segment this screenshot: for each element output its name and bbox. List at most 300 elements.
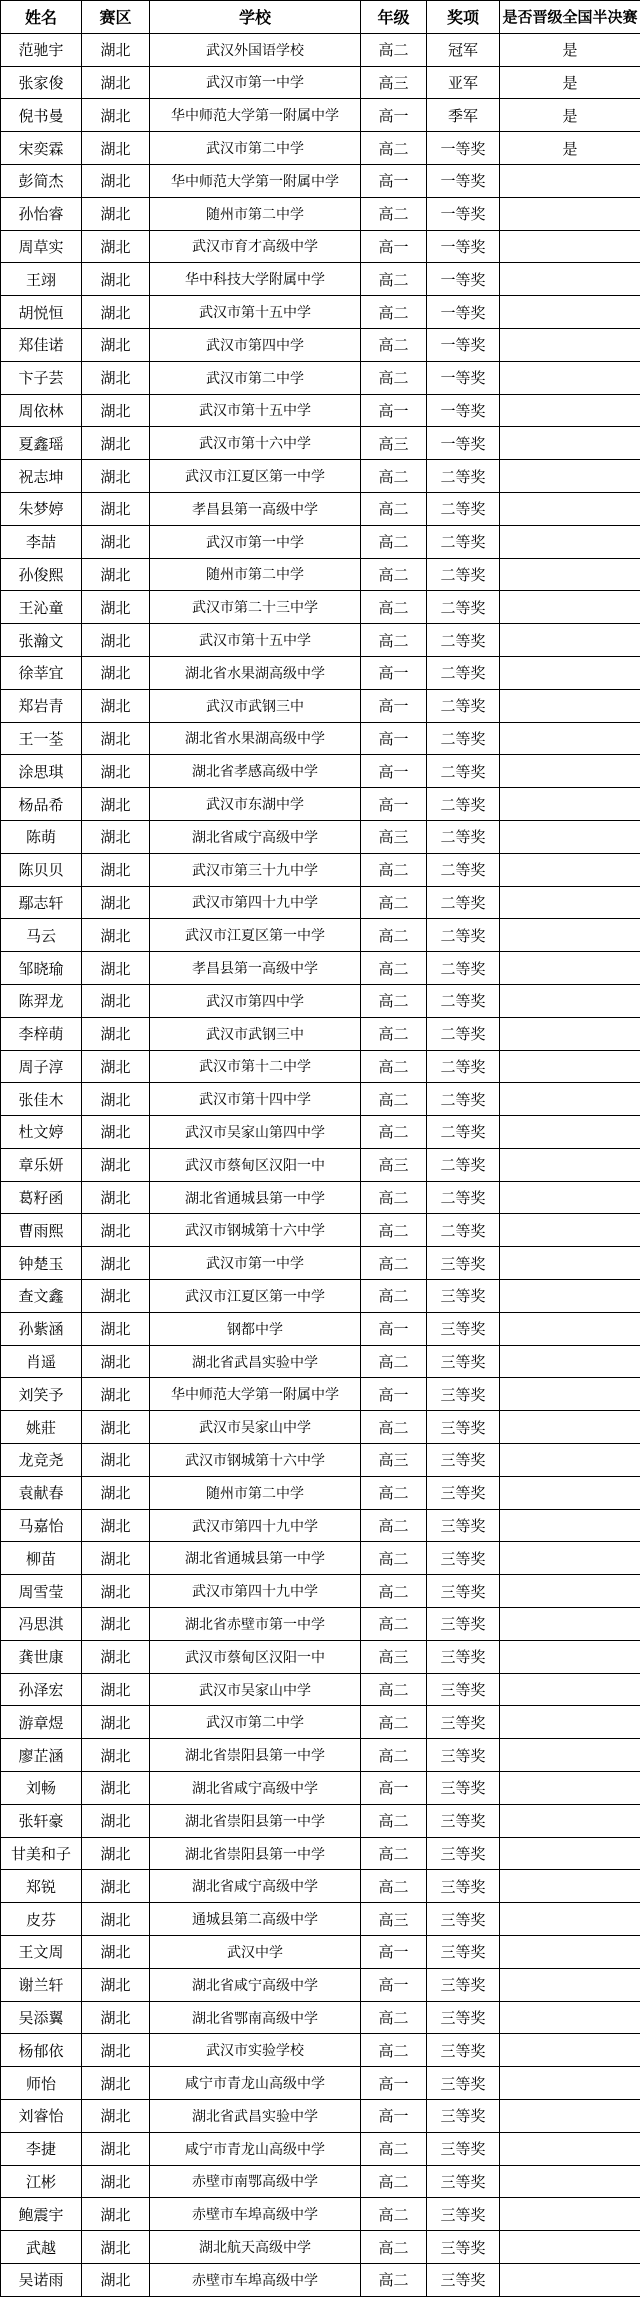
grade-cell: 高二 (361, 1083, 427, 1116)
award-cell: 二等奖 (427, 689, 500, 722)
region-cell: 湖北 (82, 755, 150, 788)
table-row (1, 919, 640, 952)
region-cell: 湖北 (82, 99, 150, 132)
advance-cell (500, 722, 640, 755)
advance-cell (500, 2263, 640, 2296)
region-cell: 湖北 (82, 1411, 150, 1444)
region-cell: 湖北 (82, 558, 150, 591)
grade-cell: 高二 (361, 1050, 427, 1083)
region-cell: 湖北 (82, 2001, 150, 2034)
award-cell: 三等奖 (427, 1345, 500, 1378)
award-cell: 一等奖 (427, 427, 500, 460)
school-cell: 通城县第二高级中学 (150, 1903, 361, 1936)
advance-cell (500, 853, 640, 886)
region-cell: 湖北 (82, 886, 150, 919)
grade-cell: 高一 (361, 1936, 427, 1969)
school-cell: 武汉中学 (150, 1936, 361, 1969)
advance-cell: 是 (500, 99, 640, 132)
grade-cell: 高二 (361, 492, 427, 525)
advance-cell (500, 1968, 640, 2001)
school-cell: 武汉市第十二中学 (150, 1050, 361, 1083)
advance-cell (500, 952, 640, 985)
region-cell: 湖北 (82, 919, 150, 952)
advance-cell (500, 1280, 640, 1313)
region-cell: 湖北 (82, 427, 150, 460)
grade-cell: 高二 (361, 2165, 427, 2198)
region-cell: 湖北 (82, 820, 150, 853)
award-cell: 二等奖 (427, 624, 500, 657)
grade-cell: 高二 (361, 1411, 427, 1444)
table-row (1, 33, 640, 66)
table-row (1, 263, 640, 296)
award-cell: 三等奖 (427, 2132, 500, 2165)
name-cell: 师怡 (1, 2067, 82, 2100)
grade-cell: 高一 (361, 230, 427, 263)
table-row (1, 1509, 640, 1542)
advance-cell (500, 820, 640, 853)
grade-cell: 高一 (361, 394, 427, 427)
region-cell: 湖北 (82, 1509, 150, 1542)
school-cell: 湖北省咸宁高级中学 (150, 1968, 361, 2001)
advance-cell (500, 1181, 640, 1214)
award-cell: 二等奖 (427, 558, 500, 591)
table-row (1, 1903, 640, 1936)
table-row (1, 1017, 640, 1050)
advance-cell (500, 1673, 640, 1706)
grade-cell: 高一 (361, 2067, 427, 2100)
table-row (1, 1312, 640, 1345)
region-cell: 湖北 (82, 1017, 150, 1050)
award-cell: 二等奖 (427, 1181, 500, 1214)
grade-cell: 高二 (361, 1280, 427, 1313)
school-cell: 湖北省通城县第一中学 (150, 1181, 361, 1214)
name-cell: 甘美和子 (1, 1837, 82, 1870)
school-cell: 咸宁市青龙山高级中学 (150, 2067, 361, 2100)
grade-cell: 高三 (361, 1148, 427, 1181)
name-cell: 陈羿龙 (1, 984, 82, 1017)
table-row (1, 1378, 640, 1411)
award-cell: 一等奖 (427, 296, 500, 329)
award-cell: 二等奖 (427, 1116, 500, 1149)
school-cell: 湖北省水果湖高级中学 (150, 656, 361, 689)
grade-cell: 高二 (361, 1608, 427, 1641)
grade-cell: 高二 (361, 197, 427, 230)
name-cell: 胡悦恒 (1, 296, 82, 329)
table-row (1, 558, 640, 591)
advance-cell (500, 164, 640, 197)
table-row (1, 296, 640, 329)
name-cell: 王沁童 (1, 591, 82, 624)
school-cell: 武汉市第二中学 (150, 132, 361, 165)
grade-cell: 高一 (361, 788, 427, 821)
award-cell: 一等奖 (427, 197, 500, 230)
region-cell: 湖北 (82, 2263, 150, 2296)
school-cell: 湖北省咸宁高级中学 (150, 1772, 361, 1805)
name-cell: 陈萌 (1, 820, 82, 853)
table-row (1, 492, 640, 525)
table-row (1, 1968, 640, 2001)
award-cell: 一等奖 (427, 328, 500, 361)
table-row (1, 2231, 640, 2264)
name-cell: 袁献春 (1, 1476, 82, 1509)
advance-cell (500, 1640, 640, 1673)
school-cell: 钢都中学 (150, 1312, 361, 1345)
table-row (1, 820, 640, 853)
grade-cell: 高二 (361, 591, 427, 624)
award-cell: 三等奖 (427, 1837, 500, 1870)
grade-cell: 高二 (361, 952, 427, 985)
grade-cell: 高二 (361, 1181, 427, 1214)
table-row (1, 1345, 640, 1378)
grade-cell: 高二 (361, 853, 427, 886)
school-cell: 武汉市第一中学 (150, 525, 361, 558)
table-row (1, 525, 640, 558)
grade-cell: 高二 (361, 2034, 427, 2067)
advance-cell (500, 1542, 640, 1575)
name-cell: 倪书曼 (1, 99, 82, 132)
grade-cell: 高二 (361, 2231, 427, 2264)
school-cell: 武汉市钢城第十六中学 (150, 1214, 361, 1247)
award-cell: 三等奖 (427, 1804, 500, 1837)
grade-cell: 高二 (361, 132, 427, 165)
table-row (1, 788, 640, 821)
region-cell: 湖北 (82, 2165, 150, 2198)
table-row (1, 1608, 640, 1641)
region-cell: 湖北 (82, 1312, 150, 1345)
region-cell: 湖北 (82, 1247, 150, 1280)
region-cell: 湖北 (82, 1936, 150, 1969)
award-cell: 二等奖 (427, 820, 500, 853)
region-cell: 湖北 (82, 1214, 150, 1247)
award-cell: 二等奖 (427, 1017, 500, 1050)
school-cell: 武汉市蔡甸区汉阳一中 (150, 1148, 361, 1181)
advance-cell (500, 2001, 640, 2034)
name-cell: 邹晓瑜 (1, 952, 82, 985)
advance-cell (500, 1050, 640, 1083)
school-cell: 湖北航天高级中学 (150, 2231, 361, 2264)
award-cell: 三等奖 (427, 2165, 500, 2198)
grade-cell: 高三 (361, 1444, 427, 1477)
advance-cell (500, 788, 640, 821)
table-row (1, 361, 640, 394)
award-cell: 三等奖 (427, 1903, 500, 1936)
table-row (1, 952, 640, 985)
name-cell: 钟楚玉 (1, 1247, 82, 1280)
award-cell: 二等奖 (427, 755, 500, 788)
region-cell: 湖北 (82, 1608, 150, 1641)
name-cell: 杨郁依 (1, 2034, 82, 2067)
grade-cell: 高二 (361, 1837, 427, 1870)
award-cell: 三等奖 (427, 1280, 500, 1313)
table-row (1, 1247, 640, 1280)
region-cell: 湖北 (82, 1148, 150, 1181)
name-cell: 宋奕霖 (1, 132, 82, 165)
region-cell: 湖北 (82, 2231, 150, 2264)
region-cell: 湖北 (82, 1542, 150, 1575)
table-row (1, 1050, 640, 1083)
header-row (1, 1, 640, 34)
region-cell: 湖北 (82, 66, 150, 99)
region-cell: 湖北 (82, 1476, 150, 1509)
grade-cell: 高二 (361, 2263, 427, 2296)
table-row (1, 1476, 640, 1509)
table-row (1, 1214, 640, 1247)
advance-cell (500, 1608, 640, 1641)
table-row (1, 427, 640, 460)
table-row (1, 2132, 640, 2165)
name-cell: 郑岩青 (1, 689, 82, 722)
name-cell: 周依林 (1, 394, 82, 427)
region-cell: 湖北 (82, 1378, 150, 1411)
award-cell: 二等奖 (427, 460, 500, 493)
region-cell: 湖北 (82, 1640, 150, 1673)
school-cell: 武汉市育才高级中学 (150, 230, 361, 263)
table-row (1, 1772, 640, 1805)
grade-cell: 高二 (361, 1542, 427, 1575)
region-cell: 湖北 (82, 591, 150, 624)
name-cell: 朱梦婷 (1, 492, 82, 525)
award-cell: 三等奖 (427, 1968, 500, 2001)
advance-cell: 是 (500, 33, 640, 66)
grade-cell: 高二 (361, 1706, 427, 1739)
region-cell: 湖北 (82, 1083, 150, 1116)
school-cell: 武汉市江夏区第一中学 (150, 1280, 361, 1313)
award-cell: 三等奖 (427, 1640, 500, 1673)
table-row (1, 66, 640, 99)
region-cell: 湖北 (82, 1280, 150, 1313)
table-row (1, 2001, 640, 2034)
school-cell: 武汉市第四十九中学 (150, 1575, 361, 1608)
name-cell: 孙紫涵 (1, 1312, 82, 1345)
advance-cell (500, 1083, 640, 1116)
advance-cell (500, 394, 640, 427)
advance-cell (500, 525, 640, 558)
advance-cell (500, 2132, 640, 2165)
advance-cell (500, 1116, 640, 1149)
advance-cell (500, 1837, 640, 1870)
school-cell: 武汉市第四十九中学 (150, 1509, 361, 1542)
award-cell: 二等奖 (427, 853, 500, 886)
table-row (1, 1640, 640, 1673)
region-cell: 湖北 (82, 1739, 150, 1772)
grade-cell: 高二 (361, 624, 427, 657)
school-cell: 武汉市第三十九中学 (150, 853, 361, 886)
name-cell: 谢兰轩 (1, 1968, 82, 2001)
grade-cell: 高二 (361, 1214, 427, 1247)
grade-cell: 高二 (361, 1673, 427, 1706)
table-row (1, 689, 640, 722)
name-cell: 周草实 (1, 230, 82, 263)
award-cell: 二等奖 (427, 952, 500, 985)
table-row (1, 984, 640, 1017)
table-row (1, 886, 640, 919)
region-cell: 湖北 (82, 1706, 150, 1739)
table-row (1, 197, 640, 230)
name-cell: 鲍震宇 (1, 2198, 82, 2231)
grade-cell: 高一 (361, 755, 427, 788)
advance-cell (500, 2198, 640, 2231)
award-cell: 三等奖 (427, 2001, 500, 2034)
advance-cell (500, 2231, 640, 2264)
award-cell: 三等奖 (427, 2100, 500, 2133)
region-cell: 湖北 (82, 2100, 150, 2133)
school-cell: 华中师范大学第一附属中学 (150, 164, 361, 197)
region-cell: 湖北 (82, 656, 150, 689)
school-cell: 孝昌县第一高级中学 (150, 952, 361, 985)
award-cell: 三等奖 (427, 1706, 500, 1739)
table-row (1, 2100, 640, 2133)
region-cell: 湖北 (82, 1903, 150, 1936)
school-cell: 武汉市第十五中学 (150, 394, 361, 427)
header-grade: 年级 (361, 1, 427, 34)
school-cell: 武汉市第四中学 (150, 328, 361, 361)
school-cell: 孝昌县第一高级中学 (150, 492, 361, 525)
region-cell: 湖北 (82, 1050, 150, 1083)
school-cell: 华中师范大学第一附属中学 (150, 1378, 361, 1411)
table-row (1, 1083, 640, 1116)
name-cell: 鄢志轩 (1, 886, 82, 919)
table-row (1, 460, 640, 493)
table-row (1, 591, 640, 624)
grade-cell: 高二 (361, 1476, 427, 1509)
school-cell: 武汉市武钢三中 (150, 1017, 361, 1050)
table-row (1, 1411, 640, 1444)
advance-cell (500, 427, 640, 460)
table-row (1, 1673, 640, 1706)
school-cell: 武汉外国语学校 (150, 33, 361, 66)
grade-cell: 高二 (361, 460, 427, 493)
advance-cell (500, 1345, 640, 1378)
region-cell: 湖北 (82, 2067, 150, 2100)
school-cell: 武汉市蔡甸区汉阳一中 (150, 1640, 361, 1673)
region-cell: 湖北 (82, 689, 150, 722)
table-row (1, 2034, 640, 2067)
advance-cell (500, 984, 640, 1017)
school-cell: 湖北省武昌实验中学 (150, 2100, 361, 2133)
school-cell: 湖北省武昌实验中学 (150, 1345, 361, 1378)
school-cell: 武汉市第十五中学 (150, 624, 361, 657)
school-cell: 赤壁市车埠高级中学 (150, 2198, 361, 2231)
award-cell: 三等奖 (427, 1312, 500, 1345)
region-cell: 湖北 (82, 1968, 150, 2001)
grade-cell: 高二 (361, 328, 427, 361)
award-cell: 三等奖 (427, 2231, 500, 2264)
name-cell: 柳苗 (1, 1542, 82, 1575)
region-cell: 湖北 (82, 1181, 150, 1214)
grade-cell: 高二 (361, 2132, 427, 2165)
region-cell: 湖北 (82, 984, 150, 1017)
award-cell: 二等奖 (427, 919, 500, 952)
grade-cell: 高一 (361, 1378, 427, 1411)
grade-cell: 高一 (361, 656, 427, 689)
region-cell: 湖北 (82, 263, 150, 296)
name-cell: 孙俊熙 (1, 558, 82, 591)
table-row (1, 1739, 640, 1772)
region-cell: 湖北 (82, 1345, 150, 1378)
grade-cell: 高一 (361, 689, 427, 722)
award-cell: 冠军 (427, 33, 500, 66)
region-cell: 湖北 (82, 788, 150, 821)
table-row (1, 1575, 640, 1608)
advance-cell (500, 624, 640, 657)
table-row (1, 99, 640, 132)
table-row (1, 1870, 640, 1903)
award-cell: 一等奖 (427, 361, 500, 394)
header-advance: 是否晋级全国半决赛 (500, 1, 640, 34)
table-row (1, 1148, 640, 1181)
name-cell: 马云 (1, 919, 82, 952)
table-row (1, 2263, 640, 2296)
advance-cell (500, 2165, 640, 2198)
grade-cell: 高二 (361, 1116, 427, 1149)
advance-cell (500, 1476, 640, 1509)
table-row (1, 1444, 640, 1477)
name-cell: 郑佳诺 (1, 328, 82, 361)
region-cell: 湖北 (82, 1116, 150, 1149)
school-cell: 武汉市武钢三中 (150, 689, 361, 722)
name-cell: 杨品希 (1, 788, 82, 821)
header-award: 奖项 (427, 1, 500, 34)
advance-cell (500, 755, 640, 788)
name-cell: 江彬 (1, 2165, 82, 2198)
school-cell: 武汉市第一中学 (150, 66, 361, 99)
region-cell: 湖北 (82, 33, 150, 66)
award-cell: 二等奖 (427, 788, 500, 821)
name-cell: 杜文婷 (1, 1116, 82, 1149)
advance-cell (500, 1804, 640, 1837)
region-cell: 湖北 (82, 394, 150, 427)
table-row (1, 722, 640, 755)
table-row (1, 328, 640, 361)
school-cell: 武汉市吴家山中学 (150, 1673, 361, 1706)
name-cell: 查文鑫 (1, 1280, 82, 1313)
name-cell: 王一荃 (1, 722, 82, 755)
name-cell: 刘睿怡 (1, 2100, 82, 2133)
grade-cell: 高二 (361, 1509, 427, 1542)
name-cell: 卞子芸 (1, 361, 82, 394)
name-cell: 张轩豪 (1, 1804, 82, 1837)
advance-cell: 是 (500, 132, 640, 165)
award-cell: 二等奖 (427, 1148, 500, 1181)
advance-cell (500, 558, 640, 591)
table-row (1, 394, 640, 427)
name-cell: 葛籽函 (1, 1181, 82, 1214)
school-cell: 湖北省崇阳县第一中学 (150, 1739, 361, 1772)
advance-cell (500, 1706, 640, 1739)
award-cell: 三等奖 (427, 1411, 500, 1444)
grade-cell: 高二 (361, 263, 427, 296)
award-cell: 季军 (427, 99, 500, 132)
grade-cell: 高一 (361, 2100, 427, 2133)
advance-cell (500, 656, 640, 689)
school-cell: 湖北省崇阳县第一中学 (150, 1804, 361, 1837)
grade-cell: 高二 (361, 361, 427, 394)
grade-cell: 高二 (361, 1804, 427, 1837)
school-cell: 咸宁市青龙山高级中学 (150, 2132, 361, 2165)
name-cell: 吴添翼 (1, 2001, 82, 2034)
advance-cell (500, 1148, 640, 1181)
table-row (1, 132, 640, 165)
award-cell: 三等奖 (427, 1870, 500, 1903)
region-cell: 湖北 (82, 1804, 150, 1837)
school-cell: 赤壁市车埠高级中学 (150, 2263, 361, 2296)
grade-cell: 高二 (361, 1345, 427, 1378)
header-region: 赛区 (82, 1, 150, 34)
advance-cell (500, 2034, 640, 2067)
school-cell: 湖北省咸宁高级中学 (150, 820, 361, 853)
award-cell: 一等奖 (427, 263, 500, 296)
award-cell: 三等奖 (427, 1378, 500, 1411)
